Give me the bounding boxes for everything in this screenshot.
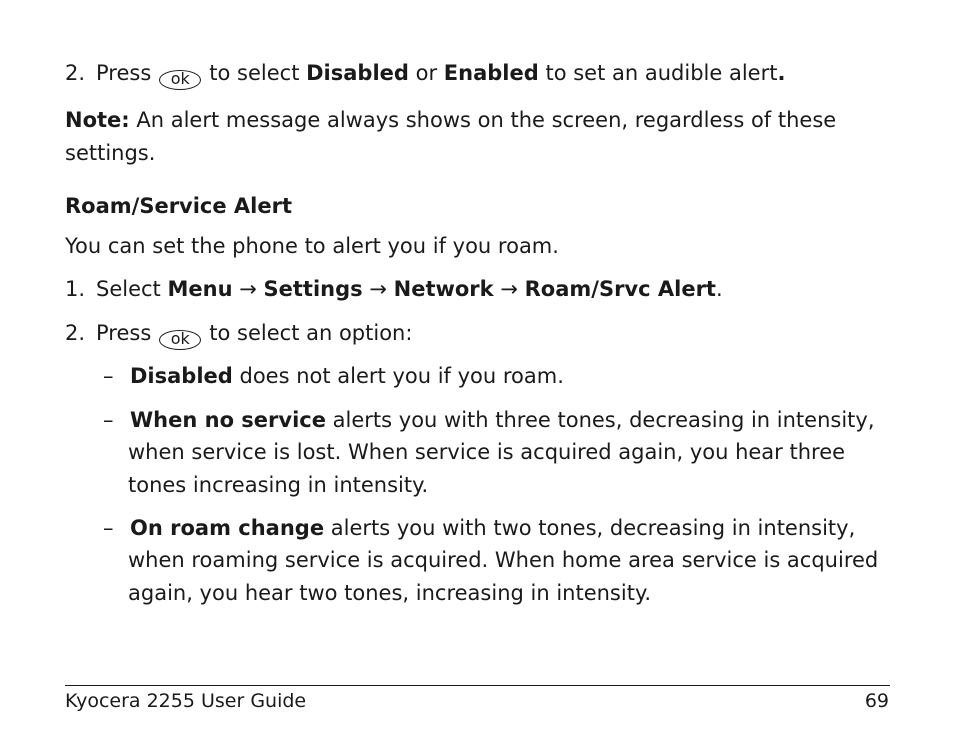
option-disabled-term: Disabled — [306, 61, 409, 85]
network-term: Network — [393, 277, 494, 301]
option-label: When no service — [130, 408, 326, 432]
step-number: 2. — [65, 61, 86, 85]
arrow-icon: → — [369, 277, 387, 301]
option-text-continued: tones increasing in intensity. — [128, 473, 429, 497]
note-label: Note: — [65, 108, 130, 132]
option-text-continued: again, you hear two tones, increasing in intensity. — [128, 581, 652, 605]
option-disabled — [103, 361, 564, 391]
select-text: Select — [96, 277, 161, 301]
arrow-icon: → — [239, 277, 257, 301]
section-heading: Roam/Service Alert — [65, 194, 293, 218]
option-on-roam-change — [103, 513, 855, 543]
note-continued — [65, 138, 155, 168]
or-text: or — [415, 61, 438, 85]
roam-srvc-alert-term: Roam/Srvc Alert — [524, 277, 716, 301]
option-when-no-service — [103, 405, 875, 435]
option-text: alerts you with three tones, decreasing in intensity, — [332, 408, 875, 432]
option-label: Disabled — [130, 364, 233, 388]
option-label: On roam change — [130, 516, 325, 540]
dash-bullet: – — [103, 516, 114, 540]
dash-bullet: – — [103, 408, 114, 432]
note — [65, 105, 836, 135]
option-text: alerts you with two tones, decreasing in intensity, — [330, 516, 856, 540]
period: . — [777, 61, 786, 85]
footer-divider — [65, 685, 890, 686]
ok-key-icon: ok — [159, 330, 201, 350]
intro-text: You can set the phone to alert you if you roam. — [65, 234, 559, 258]
step-2-press-select-alert — [65, 58, 785, 90]
option-text: does not alert you if you roam. — [239, 364, 564, 388]
dash-bullet: – — [103, 364, 114, 388]
arrow-icon: → — [500, 277, 518, 301]
menu-term: Menu — [167, 277, 233, 301]
settings-term: Settings — [263, 277, 363, 301]
step-text: to select — [209, 61, 300, 85]
period: . — [715, 277, 723, 301]
option-text-continued: when roaming service is acquired. When home area service is acquired — [128, 548, 879, 572]
note-text: settings. — [65, 141, 156, 165]
step-number: 1. — [65, 277, 86, 301]
option-text-continued: when service is lost. When service is acquired again, you hear three — [128, 440, 846, 464]
step-text: to select an option: — [209, 321, 413, 345]
step-number: 2. — [65, 321, 86, 345]
page-number: 69 — [864, 690, 889, 712]
ok-key-icon: ok — [159, 70, 201, 90]
note-text: An alert message always shows on the screen, regardless of these — [136, 108, 837, 132]
step-1-select-menu — [65, 274, 723, 304]
press-text: Press — [96, 61, 152, 85]
step-text: to set an audible alert — [545, 61, 778, 85]
option-enabled-term: Enabled — [443, 61, 539, 85]
footer-guide-title: Kyocera 2255 User Guide — [65, 690, 307, 712]
step-2-press-select-option — [65, 318, 412, 350]
press-text: Press — [96, 321, 152, 345]
